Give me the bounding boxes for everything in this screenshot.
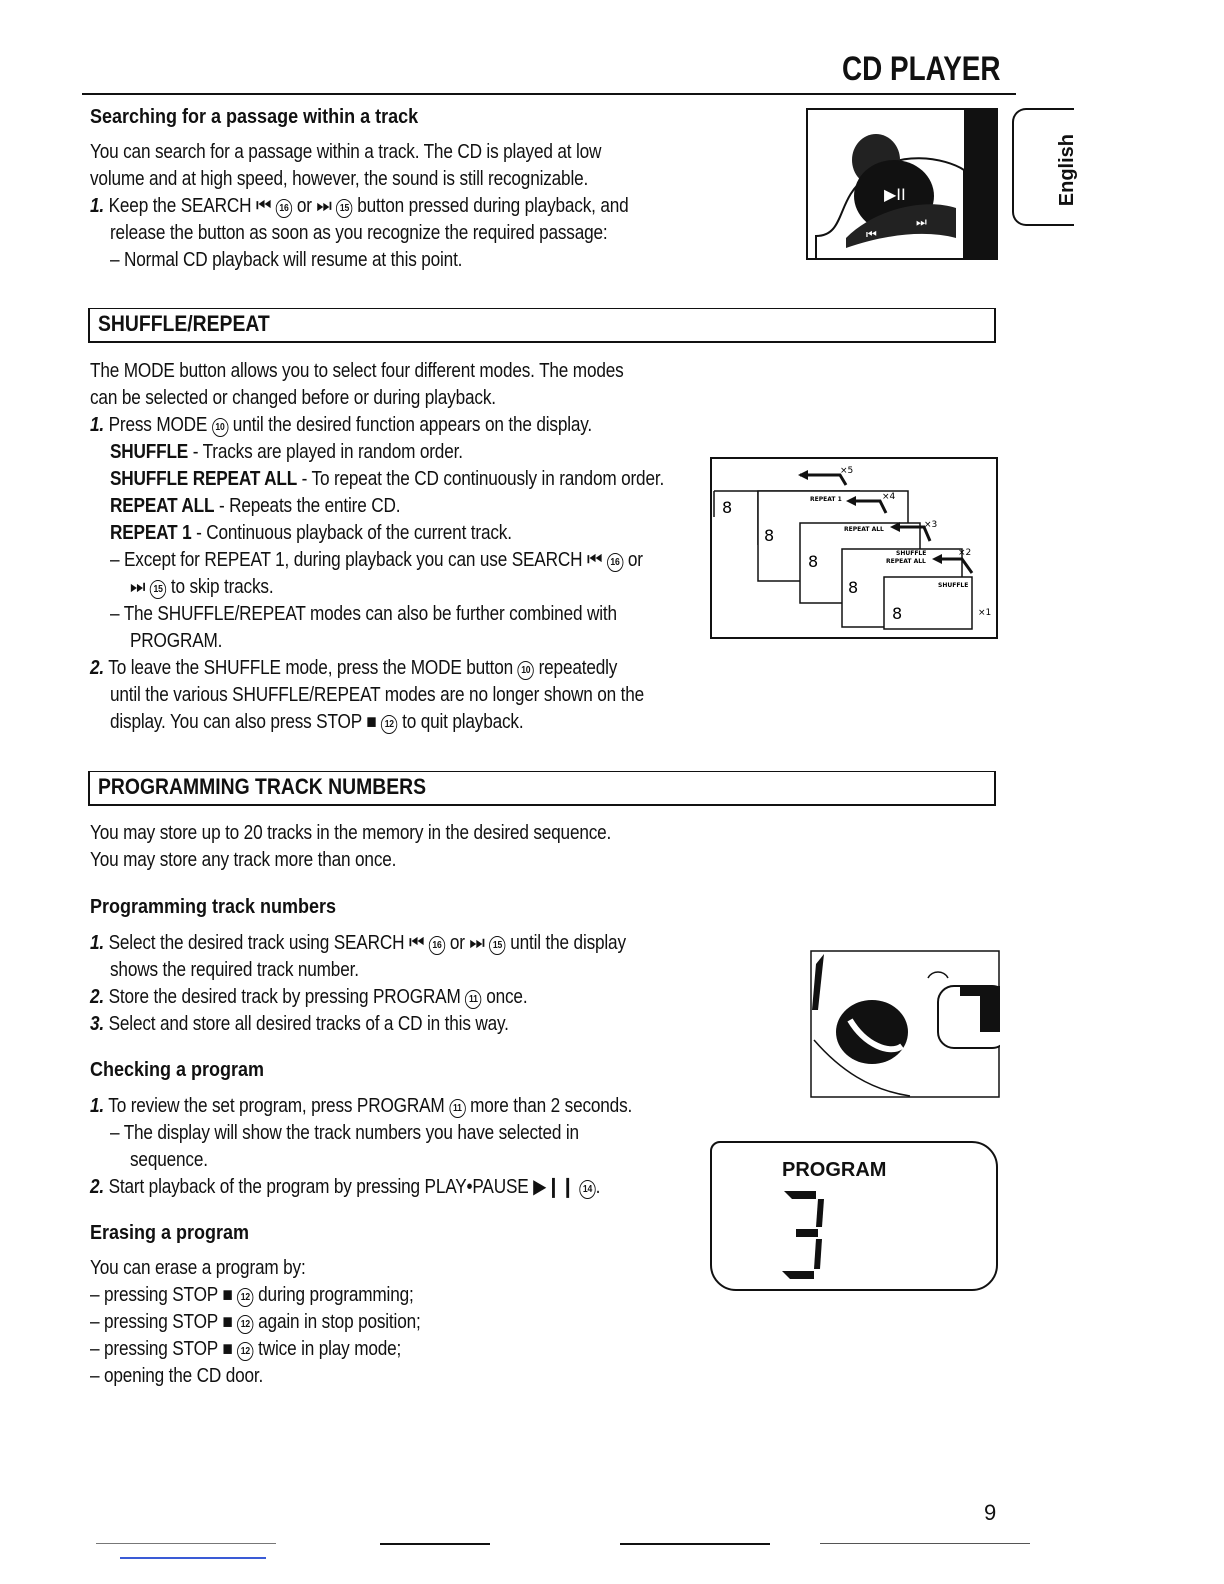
mode-display-digit-1: 8 [722,498,733,517]
program-step-1: 1. Select the desired track using SEARCH ⏮ 16 or ⏭ 15 until the display [90,932,626,954]
program-display-digit-value [712,1143,713,1144]
svg-text:⏭: ⏭ [916,215,927,229]
mode-count-5: ×5 [840,466,854,476]
footer-rule-2 [380,1543,490,1545]
program-button-illustration [810,950,1000,1098]
footer-rule-3 [620,1543,770,1545]
search-heading: Searching for a passage within a track [90,106,419,128]
checking-step-2: 2. Start playback of the program by pressing PLAY•PAUSE ▶❙❙ 14 . [90,1176,601,1198]
mode-label-shuffle-2: SHUFFLE [938,582,969,589]
program-p1: You may store up to 20 tracks in the memory in the desired sequence. [90,822,612,844]
shuffle-note-1-line2: ⏭ 15 to skip tracks. [130,576,274,598]
svg-text:▶II: ▶II [884,185,906,204]
program-section-header: PROGRAMMING TRACK NUMBERS [88,771,996,806]
mode-label-repeat-1: REPEAT 1 [810,496,842,503]
program-display [710,1141,998,1291]
shuffle-note-2: – The SHUFFLE/REPEAT modes can also be further combined with [110,603,617,625]
mode-label-shuffle: SHUFFLE [896,550,927,557]
footer-link-rule [120,1557,266,1559]
program-step-3: 3. Select and store all desired tracks of a CD in this way. [90,1013,509,1035]
shuffle-step-1: 1. Press MODE 10 until the desired function appears on the display. [90,414,593,436]
checking-step-1: 1. To review the set program, press PROGRAM 11 more than 2 seconds. [90,1095,633,1117]
program-step-2: 2. Store the desired track by pressing PROGRAM 11 once. [90,986,528,1008]
checking-step-1-line2: – The display will show the track numbers you have selected in [110,1122,579,1144]
mode-count-2: ×2 [958,548,972,558]
footer-rule-4 [820,1543,1030,1544]
erasing-heading: Erasing a program [90,1222,250,1244]
mode-shuffle-repeat-all: SHUFFLE REPEAT ALL - To repeat the CD continuously in random order. [110,468,665,490]
mode-count-1: ×1 [978,608,992,618]
shuffle-step-2: 2. To leave the SHUFFLE mode, press the MODE button 10 repeatedly [90,657,618,679]
erasing-item-2: – pressing STOP ■ 12 again in stop position; [90,1311,421,1333]
search-buttons-illustration [806,108,998,260]
programming-heading: Programming track numbers [90,896,337,918]
shuffle-p1: The MODE button allows you to select four different modes. The modes [90,360,624,382]
mode-display-digit-2: 8 [764,526,775,545]
mode-shuffle: SHUFFLE - Tracks are played in random order. [110,441,463,463]
mode-repeat-1: REPEAT 1 - Continuous playback of the current track. [110,522,512,544]
search-step-1-line3: – Normal CD playback will resume at this point. [110,249,463,271]
mode-count-3: ×3 [924,520,938,530]
erasing-item-4: – opening the CD door. [90,1365,264,1387]
erasing-item-3: – pressing STOP ■ 12 twice in play mode; [90,1338,402,1360]
erasing-intro: You can erase a program by: [90,1257,306,1279]
search-p1: You can search for a passage within a track. The CD is played at low [90,141,602,163]
checking-step-1-line3: sequence. [130,1149,208,1171]
language-tab [1012,108,1078,226]
mode-display-digit-4: 8 [848,578,859,597]
mode-label-repeat-all: REPEAT ALL [844,526,884,533]
shuffle-p2: can be selected or changed before or during playback. [90,387,496,409]
checking-heading: Checking a program [90,1059,265,1081]
search-p2: volume and at high speed, however, the sound is still recognizable. [90,168,589,190]
mode-count-4: ×4 [882,492,896,502]
shuffle-note-2-line2: PROGRAM. [130,630,223,652]
mode-display-digit-3: 8 [808,552,819,571]
shuffle-note-1: – Except for REPEAT 1, during playback you can use SEARCH ⏮ 16 or [110,549,643,571]
shuffle-section-header: SHUFFLE/REPEAT [88,308,996,343]
footer-rule-1 [96,1543,276,1544]
page-number: 9 [984,1500,997,1525]
page-title: CD PLAYER [842,50,1001,88]
mode-cycle-diagram [710,457,998,639]
shuffle-step-2-line2: until the various SHUFFLE/REPEAT modes are no longer shown on the [110,684,645,706]
program-p2: You may store any track more than once. [90,849,397,871]
search-step-1-line2: release the button as soon as you recognize the required passage: [110,222,608,244]
program-step-1-line2: shows the required track number. [110,959,359,981]
mode-display-digit-5: 8 [892,604,903,623]
shuffle-step-2-line3: display. You can also press STOP ■ 12 to quit playback. [110,711,524,733]
program-display-label: PROGRAM [782,1159,887,1181]
mode-label-shuffle-repeat-all: REPEAT ALL [886,558,926,565]
mode-repeat-all: REPEAT ALL - Repeats the entire CD. [110,495,401,517]
program-display-digit [778,1189,838,1279]
language-label: English [1056,134,1078,207]
erasing-item-1: – pressing STOP ■ 12 during programming; [90,1284,414,1306]
search-step-1: 1. Keep the SEARCH ⏮ 16 or ⏭ 15 button pressed during playback, and [90,195,629,217]
svg-text:⏮: ⏮ [866,227,877,241]
header-rule [82,93,1016,95]
